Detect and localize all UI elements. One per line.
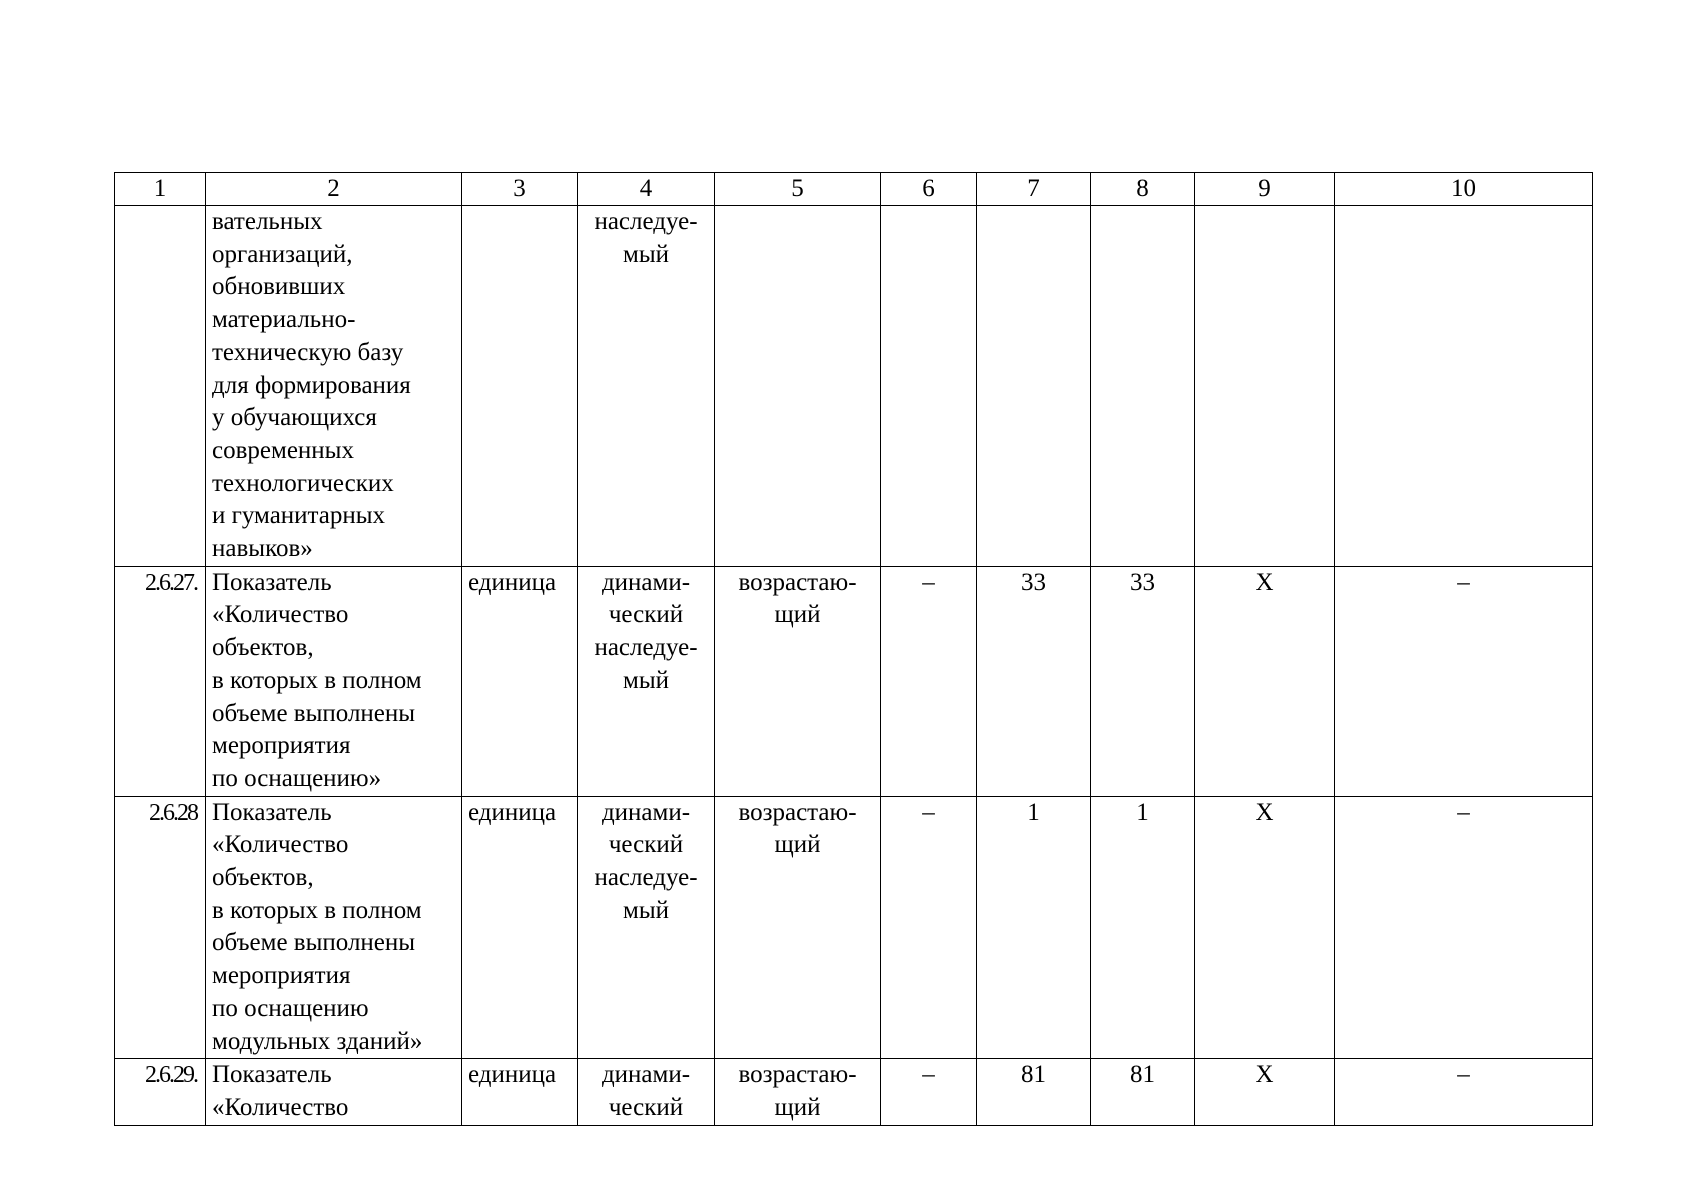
value-col-6: – [881, 796, 977, 1059]
row-number [115, 206, 206, 567]
indicator-trend: возрастаю- щий [715, 566, 881, 796]
indicator-trend: возрастаю- щий [715, 1059, 881, 1125]
value-col-8: 33 [1091, 566, 1195, 796]
table-row [115, 566, 1593, 796]
value-col-10: – [1335, 1059, 1593, 1125]
column-number-9: 9 [1195, 173, 1335, 206]
unit-cell: единица [462, 796, 578, 1059]
value-col-8: 81 [1091, 1059, 1195, 1125]
row-number: 2.6.27. [115, 566, 206, 796]
table-row [115, 1059, 1593, 1125]
column-number-3: 3 [462, 173, 578, 206]
value-col-8 [1091, 206, 1195, 567]
unit-cell: единица [462, 1059, 578, 1125]
column-number-5: 5 [715, 173, 881, 206]
column-number-8: 8 [1091, 173, 1195, 206]
value-col-7: 81 [977, 1059, 1091, 1125]
value-col-8: 1 [1091, 796, 1195, 1059]
value-col-7 [977, 206, 1091, 567]
column-number-1: 1 [115, 173, 206, 206]
indicator-type: динами- ческий наследуе- мый [578, 566, 715, 796]
indicator-type: динами- ческий наследуе- мый [578, 796, 715, 1059]
value-col-7: 1 [977, 796, 1091, 1059]
unit-cell [462, 206, 578, 567]
indicator-name: Показатель «Количество [206, 1059, 462, 1125]
value-col-6: – [881, 1059, 977, 1125]
value-col-10: – [1335, 796, 1593, 1059]
table-row [115, 206, 1593, 567]
table-row [115, 796, 1593, 1059]
indicator-type: наследуе- мый [578, 206, 715, 567]
indicator-type: динами- ческий [578, 1059, 715, 1125]
column-number-10: 10 [1335, 173, 1593, 206]
column-number-7: 7 [977, 173, 1091, 206]
indicator-trend: возрастаю- щий [715, 796, 881, 1059]
value-col-9: Х [1195, 1059, 1335, 1125]
column-number-2: 2 [206, 173, 462, 206]
value-col-10: – [1335, 566, 1593, 796]
value-col-10 [1335, 206, 1593, 567]
indicators-table [114, 172, 1593, 1126]
value-col-7: 33 [977, 566, 1091, 796]
value-col-9: Х [1195, 796, 1335, 1059]
value-col-6 [881, 206, 977, 567]
column-number-row [115, 173, 1593, 206]
value-col-9: Х [1195, 566, 1335, 796]
value-col-9 [1195, 206, 1335, 567]
row-number: 2.6.28 [115, 796, 206, 1059]
column-number-4: 4 [578, 173, 715, 206]
value-col-6: – [881, 566, 977, 796]
indicator-name: Показатель «Количество объектов, в которых в полном объеме выполнены мероприятия по оснащению модульных зданий» [206, 796, 462, 1059]
column-number-6: 6 [881, 173, 977, 206]
row-number: 2.6.29. [115, 1059, 206, 1125]
indicator-name: вательных организаций, обновивших материально- техническую базу для формирования у обучающихся современных технологических и гуманитарных навыков» [206, 206, 462, 567]
indicator-name: Показатель «Количество объектов, в которых в полном объеме выполнены мероприятия по оснащению» [206, 566, 462, 796]
unit-cell: единица [462, 566, 578, 796]
indicator-trend [715, 206, 881, 567]
